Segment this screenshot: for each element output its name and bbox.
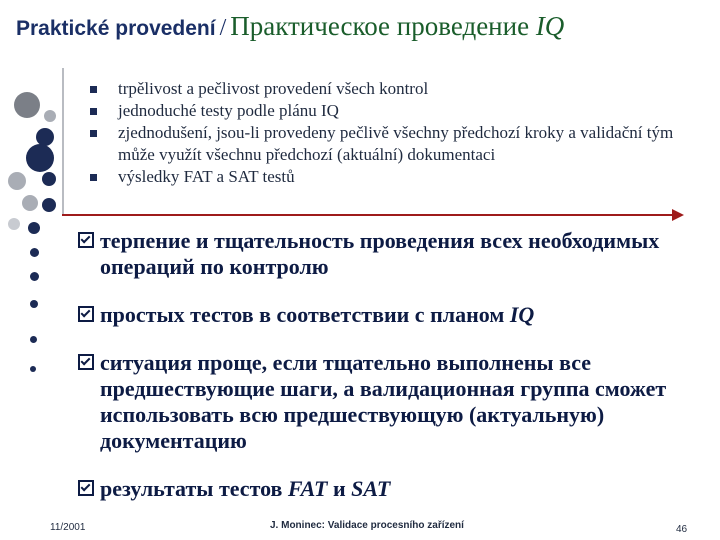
list-item: výsledky FAT a SAT testů [88, 166, 708, 188]
title-czech: Praktické provedení [16, 17, 216, 40]
title-russian-suffix: IQ [535, 11, 565, 41]
title-russian: Практическое проведение IQ [230, 11, 565, 41]
decorative-dot [30, 248, 39, 257]
arrow-divider-line [62, 214, 676, 216]
list-item: терпение и тщательность проведения всех необходимых операций по контролю [78, 228, 708, 280]
czech-list [88, 78, 708, 188]
decorative-dot [30, 336, 37, 343]
list-item: trpělivost a pečlivost provedení všech kontrol [88, 78, 708, 100]
list-item: результаты тестов FAT и SAT [78, 476, 708, 502]
footer-author: J. Moninec: Validace procesního zařízení [270, 520, 464, 531]
checkbox-bullet-icon [78, 480, 94, 496]
decorative-dot [22, 195, 38, 211]
square-bullet-icon [90, 174, 97, 181]
decorative-dot [30, 366, 36, 372]
list-item: простых тестов в соответствии с планом IQ [78, 302, 708, 328]
decorative-dot [30, 300, 38, 308]
square-bullet-icon [90, 108, 97, 115]
footer-date: 11/2001 [50, 522, 86, 533]
russian-list [78, 228, 708, 502]
list-item: ситуация проще, если тщательно выполнены все предшествующие шаги, а валидационная группа сможет использовать всю предшествующую (актуальную) документацию [78, 350, 708, 454]
vertical-rule [62, 68, 64, 216]
decorative-dot [30, 272, 39, 281]
slide-title [16, 6, 716, 51]
decorative-dot [8, 172, 26, 190]
decorative-dot [26, 144, 54, 172]
checkbox-bullet-icon [78, 232, 94, 248]
square-bullet-icon [90, 130, 97, 137]
square-bullet-icon [90, 86, 97, 93]
title-separator: / [219, 15, 227, 41]
arrow-right-icon [672, 209, 684, 221]
decorative-dot [42, 198, 56, 212]
list-item: zjednodušení, jsou-li provedeny pečlivě všechny předchozí kroky a validační tým může využít všechnu předchozí (aktuální) dokumentaci [88, 122, 708, 166]
decorative-dot [8, 218, 20, 230]
page-number: 46 [676, 524, 688, 535]
decorative-dots [0, 0, 70, 540]
decorative-dot [28, 222, 40, 234]
checkbox-bullet-icon [78, 306, 94, 322]
decorative-dot [14, 92, 40, 118]
decorative-dot [42, 172, 56, 186]
decorative-dot [44, 110, 56, 122]
list-item: jednoduché testy podle plánu IQ [88, 100, 708, 122]
checkbox-bullet-icon [78, 354, 94, 370]
